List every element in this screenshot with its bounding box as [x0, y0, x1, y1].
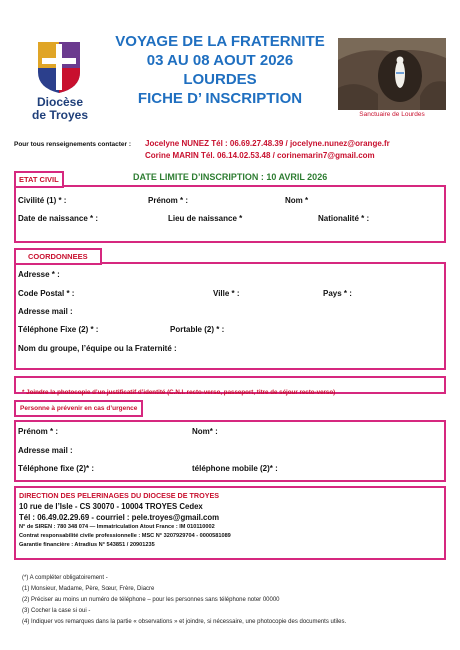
coordonnees-box [14, 262, 446, 370]
nationalite-label: Nationalité * : [318, 214, 370, 223]
diocese-name: Diocèse de Troyes [31, 95, 89, 122]
urgence-tag: Personne à prévenir en cas d’urgence [14, 400, 143, 417]
direction-contact: Tél : 06.49.02.29.69 - courriel : pele.troyes@gmail.com [19, 513, 220, 522]
urgence-adresse-mail-label: Adresse mail : [18, 446, 73, 455]
contact-corine: Corine MARIN Tél. 06.14.02.53.48 / corinemarin7@gmail.com [145, 151, 375, 160]
civilite-label: Civilité (1) * : [18, 196, 67, 205]
groupe-label: Nom du groupe, l’équipe ou la Fraternité : [18, 344, 177, 353]
footnotes [22, 573, 452, 628]
deadline: DATE LIMITE D’INSCRIPTION : 10 AVRIL 2026 [133, 172, 328, 182]
identity-notice [14, 376, 446, 394]
date-naissance-label: Date de naissance * : [18, 214, 99, 223]
identity-notice-text: * Joindre la photocopie d’un justificatif d’identité (C.N.I. recto-verso, passeport, titre de séjour recto-verso) [22, 389, 336, 396]
footnote: (*) A compléter obligatoirement - [22, 575, 108, 581]
direction-box [14, 486, 446, 560]
direction-contrat: Contrat responsabilité civile professionnelle : MSC N° 3207929704 - 0000581089 [19, 533, 231, 539]
direction-garantie: Garantie financière : Atradius N° 543851 / 20901235 [19, 542, 155, 548]
page-title: VOYAGE DE LA FRATERNITE 03 AU 08 AOUT 2026 LOURDES FICHE D’ INSCRIPTION [115, 33, 325, 107]
pays-label: Pays * : [323, 289, 352, 298]
urgence-telephone-mobile-label: téléphone mobile (2)* : [192, 464, 278, 473]
footnote: (1) Monsieur, Madame, Père, Sœur, Frère, Diacre [22, 586, 155, 592]
telephone-fixe-label: Téléphone Fixe (2) * : [18, 325, 99, 334]
direction-siren: N° de SIREN : 780 348 074 — Immatriculation Atout France : IM 010110002 [19, 524, 215, 530]
lieu-naissance-label: Lieu de naissance * [168, 214, 243, 223]
footnote: (4) Indiquer vos remarques dans la partie « observations » et joindre, si nécessaire, une photocopie des documents utiles. [22, 619, 347, 625]
footnote: (2) Préciser au moins un numéro de téléphone – pour les personnes sans téléphone noter 00000 [22, 597, 280, 603]
adresse-mail-label: Adresse mail : [18, 307, 73, 316]
code-postal-label: Code Postal * : [18, 289, 75, 298]
portable-label: Portable (2) * : [170, 325, 225, 334]
footnote: (3) Cocher la case si oui - [22, 608, 91, 614]
sanctuary-photo [338, 38, 446, 110]
urgence-nom-label: Nom* : [192, 427, 218, 436]
ville-label: Ville * : [213, 289, 240, 298]
diocese-logo [34, 38, 84, 94]
etat-civil-tag: ETAT CIVIL [14, 171, 64, 188]
nom-label: Nom * [285, 196, 309, 205]
urgence-prenom-label: Prénom * : [18, 427, 59, 436]
coordonnees-tag: COORDONNEES [14, 248, 102, 265]
photo-caption: Sanctuaire de Lourdes [359, 111, 425, 118]
prenom-label: Prénom * : [148, 196, 189, 205]
contact-label: Pour tous renseignements contacter : [14, 141, 132, 148]
direction-title: DIRECTION DES PELERINAGES DU DIOCESE DE TROYES [19, 491, 220, 500]
adresse-label: Adresse * : [18, 270, 60, 279]
contact-jocelyne: Jocelyne NUNEZ Tél : 06.69.27.48.39 / jocelyne.nunez@orange.fr [145, 139, 390, 148]
urgence-telephone-fixe-label: Téléphone fixe (2)* : [18, 464, 95, 473]
direction-address: 10 rue de l’Isle - CS 30070 - 10004 TROYES Cedex [19, 502, 203, 511]
